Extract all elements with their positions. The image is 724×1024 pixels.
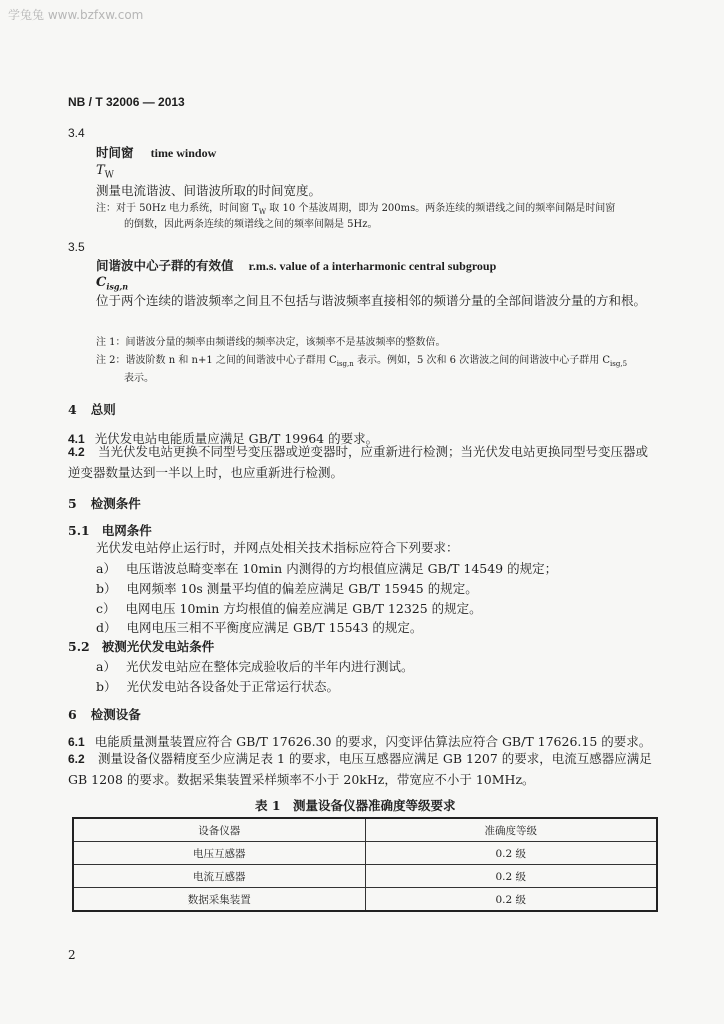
table-header: 设备仪器 [73, 818, 365, 842]
table-row [73, 888, 657, 912]
note-continuation: 表示。 [124, 373, 154, 384]
note-1: 注 1：间谐波分量的频率由频谱线的频率决定，该频率不是基波频率的整数倍。 [96, 337, 446, 348]
section-heading: 6 检测设备 [68, 707, 141, 722]
note-continuation: 的倒数，因此两条连续的频谱线之间的频率间隔是 5Hz。 [124, 219, 378, 230]
table-header: 准确度等级 [365, 818, 657, 842]
term-en: r.m.s. value of a interharmonic central subgroup [248, 259, 497, 273]
table-cell: 0.2 级 [365, 842, 657, 865]
term-zh: 时间窗 [96, 145, 134, 160]
table-cell: 电流互感器 [73, 865, 365, 888]
section-heading: 5 检测条件 [68, 496, 141, 511]
note: 注：对于 50Hz 电力系统，时间窗 $T_W$ 取 10 个基波周期，即为 200ms。两条连续的频谱线之间的频率间隔是时间窗 [96, 203, 616, 216]
clause-number: 3.4 [68, 126, 85, 140]
term-heading [96, 255, 496, 274]
section-heading: 4 总则 [68, 402, 116, 417]
term-en: time window [150, 146, 217, 160]
clause-number: 4.2 [68, 445, 85, 459]
clause-number: 6.2 [68, 752, 85, 766]
list-item: c） 电网电压 10min 方均根值的偏差应满足 GB/T 12325 的规定。 [96, 601, 482, 616]
list-item: b） 光伏发电站各设备处于正常运行状态。 [96, 679, 340, 694]
list-item: d） 电网电压三相不平衡度应满足 GB/T 15543 的规定。 [96, 620, 423, 635]
page-number: 2 [68, 948, 76, 962]
accuracy-table [72, 817, 658, 912]
subsection-heading: 5.2 被测光伏发电站条件 [68, 639, 215, 654]
clause-text: 当光伏发电站更换不同型号变压器或逆变器时，应重新进行检测；当光伏发电站更换同型号变压器或逆变器数量达到一半以上时，也应重新进行检测。 [68, 444, 649, 480]
term-zh: 间谐波中心子群的有效值 [96, 258, 234, 273]
intro-text: 光伏发电站停止运行时，并网点处相关技术指标应符合下列要求： [96, 540, 459, 555]
watermark: 学兔兔 www.bzfxw.com [8, 8, 144, 22]
subsection-heading: 5.1 电网条件 [68, 523, 152, 538]
table-cell: 0.2 级 [365, 888, 657, 912]
clause: 6.1 电能质量测量装置应符合 GB/T 17626.30 的要求，闪变评估算法应符合 GB/T 17626.15 的要求。 [68, 734, 652, 749]
term-heading [96, 142, 216, 161]
clause-text: 测量设备仪器精度至少应满足表 1 的要求，电压互感器应满足 GB 1207 的要求，电流互感器应满足 GB 1208 的要求。数据采集装置采样频率不小于 20kHz，带宽应不小于 10MHz。 [68, 751, 652, 787]
table-header-row [73, 818, 657, 842]
term-definition: 位于两个连续的谐波频率之间且不包括与谐波频率直接相邻的频谱分量的全部间谐波分量的方和根。 [96, 293, 647, 308]
table-cell: 0.2 级 [365, 865, 657, 888]
clause: 4.1 光伏发电站电能质量应满足 GB/T 19964 的要求。 [68, 431, 379, 446]
term-symbol: $T_W$ [96, 163, 114, 181]
table-row [73, 842, 657, 865]
list-item: a） 光伏发电站应在整体完成验收后的半年内进行测试。 [96, 659, 414, 674]
list-item: b） 电网频率 10s 测量平均值的偏差应满足 GB/T 15945 的规定。 [96, 581, 478, 596]
table-cell: 数据采集装置 [73, 888, 365, 912]
table-row [73, 865, 657, 888]
term-definition: 测量电流谐波、间谐波所取的时间宽度。 [96, 183, 322, 198]
table-cell: 电压互感器 [73, 842, 365, 865]
table-caption: 表 1 测量设备仪器准确度等级要求 [255, 798, 456, 813]
note-2: 注 2：谐波阶数 n 和 n+1 之间的间谐波中心子群用 $C_{isg,n}$ 表示。例如，5 次和 6 次谐波之间的间谐波中心子群用 $C_{isg,5}$ [96, 355, 628, 368]
term-symbol: $C_{isg,n}$ [96, 275, 129, 292]
document-id: NB / T 32006 — 2013 [68, 95, 185, 109]
clause-number: 3.5 [68, 240, 85, 254]
list-item: a） 电压谐波总畸变率在 10min 内测得的方均根值应满足 GB/T 14549 的规定； [96, 561, 558, 576]
